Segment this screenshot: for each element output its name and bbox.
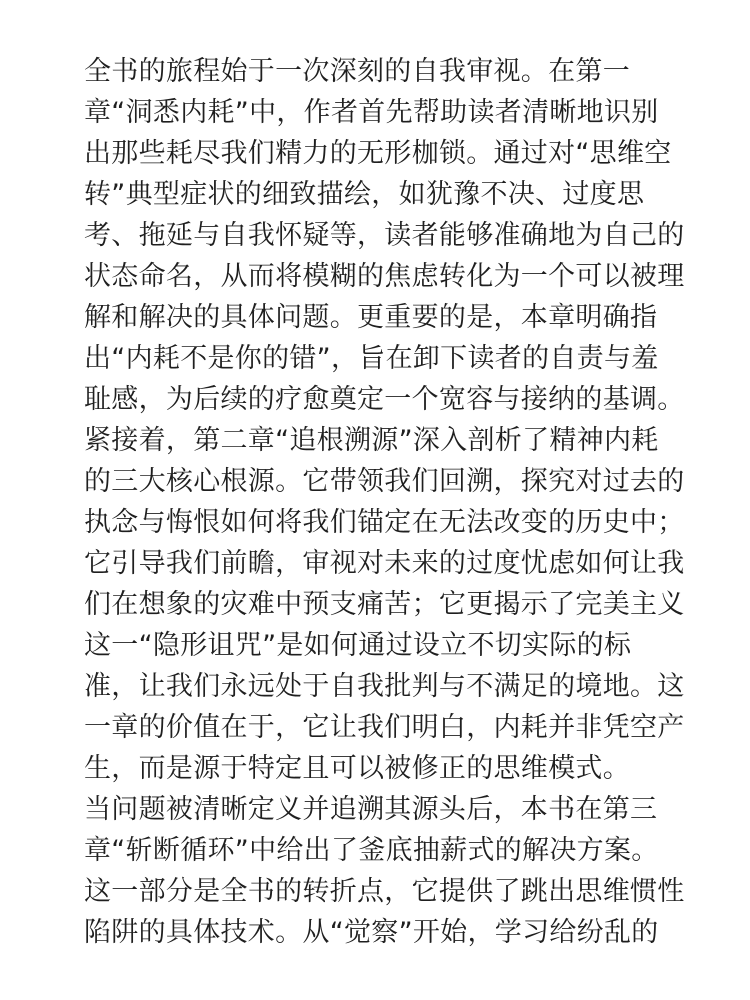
text-line: 出“内耗不是你的错”，旨在卸下读者的自责与羞 xyxy=(84,343,659,374)
text-line: 章“洞悉内耗”中，作者首先帮助读者清晰地识别 xyxy=(84,97,659,128)
text-line: 准，让我们永远处于自我批判与不满足的境地。这 xyxy=(84,671,685,702)
text-line: 考、拖延与自我怀疑等，读者能够准确地为自己的 xyxy=(84,220,685,251)
text-line: 状态命名，从而将模糊的焦虑转化为一个可以被理 xyxy=(84,261,685,292)
text-line: 一章的价值在于，它让我们明白，内耗并非凭空产 xyxy=(84,712,685,743)
text-line: 转”典型症状的细致描绘，如犹豫不决、过度思 xyxy=(84,179,645,210)
text-line: 紧接着，第二章“追根溯源”深入剖析了精神内耗 xyxy=(84,425,659,456)
text-line: 们在想象的灾难中预支痛苦；它更揭示了完美主义 xyxy=(84,589,685,620)
text-line: 解和解决的具体问题。更重要的是，本章明确指 xyxy=(84,302,658,333)
text-line: 出那些耗尽我们精力的无形枷锁。通过对“思维空 xyxy=(84,138,672,169)
text-line: 的三大核心根源。它带领我们回溯，探究对过去的 xyxy=(84,466,685,497)
text-line: 耻感，为后续的疗愈奠定一个宽容与接纳的基调。 xyxy=(84,384,685,415)
text-line: 当问题被清晰定义并追溯其源头后，本书在第三 xyxy=(84,794,658,825)
text-line: 它引导我们前瞻，审视对未来的过度忧虑如何让我 xyxy=(84,548,685,579)
text-line: 执念与悔恨如何将我们锚定在无法改变的历史中； xyxy=(84,507,685,538)
text-line: 这一“隐形诅咒”是如何通过设立不切实际的标 xyxy=(84,630,632,661)
text-line: 陷阱的具体技术。从“觉察”开始，学习给纷乱的 xyxy=(84,917,659,948)
text-line: 章“斩断循环”中给出了釜底抽薪式的解决方案。 xyxy=(84,835,659,866)
text-line: 生，而是源于特定且可以被修正的思维模式。 xyxy=(84,753,630,784)
text-line: 全书的旅程始于一次深刻的自我审视。在第一 xyxy=(84,56,630,87)
text-line: 这一部分是全书的转折点，它提供了跳出思维惯性 xyxy=(84,876,685,907)
